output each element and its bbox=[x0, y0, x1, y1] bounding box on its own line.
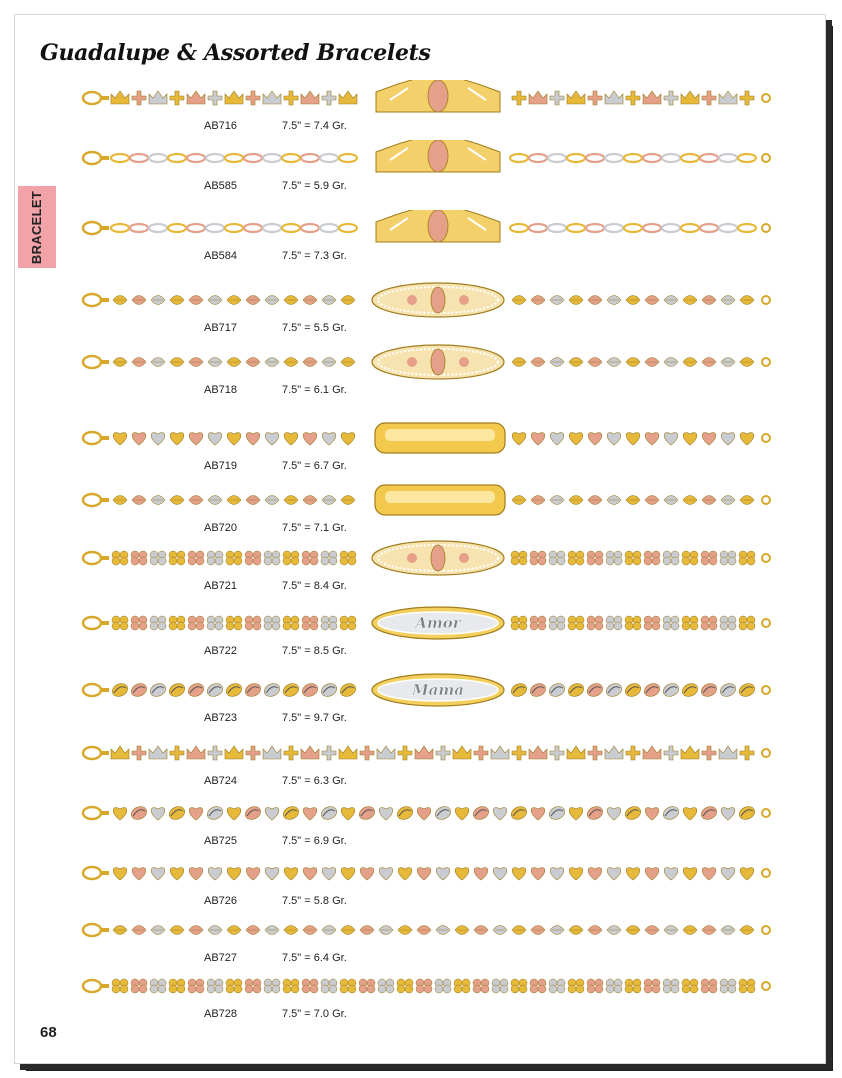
chain-links bbox=[113, 804, 757, 822]
centre-plate bbox=[372, 283, 504, 317]
end-ring bbox=[762, 869, 770, 877]
lobster-clasp bbox=[83, 92, 109, 104]
bracelet-item-ab721 bbox=[0, 540, 842, 596]
lobster-clasp bbox=[83, 807, 109, 819]
centre-plate bbox=[375, 485, 505, 515]
end-ring bbox=[762, 434, 770, 442]
bracelet-image bbox=[0, 735, 842, 771]
bracelet-image bbox=[0, 912, 842, 948]
bracelet-item-ab726 bbox=[0, 855, 842, 911]
item-weight: 7.5" = 6.9 Gr. bbox=[282, 835, 347, 847]
item-weight: 7.5" = 8.5 Gr. bbox=[282, 645, 347, 657]
lobster-clasp bbox=[83, 684, 109, 696]
item-weight: 7.5" = 7.0 Gr. bbox=[282, 1008, 347, 1020]
item-code: AB716 bbox=[204, 120, 238, 132]
centre-plate bbox=[375, 423, 505, 453]
section-tab-label: BRACELET bbox=[29, 190, 45, 264]
chain-links bbox=[113, 926, 754, 935]
item-code: AB728 bbox=[204, 1008, 238, 1020]
lobster-clasp bbox=[83, 494, 109, 506]
end-ring bbox=[762, 296, 770, 304]
bracelet-image bbox=[0, 540, 842, 576]
bracelet-image bbox=[0, 482, 842, 518]
lobster-clasp bbox=[83, 294, 109, 306]
bracelet-image bbox=[0, 282, 842, 318]
lobster-clasp bbox=[83, 356, 109, 368]
bracelet-image bbox=[0, 672, 842, 708]
bracelet-image bbox=[0, 80, 842, 116]
item-code: AB725 bbox=[204, 835, 238, 847]
page-title: Guadalupe & Assorted Bracelets bbox=[40, 40, 431, 66]
end-ring bbox=[762, 619, 770, 627]
lobster-clasp bbox=[83, 747, 109, 759]
item-weight: 7.5" = 6.4 Gr. bbox=[282, 952, 347, 964]
lobster-clasp bbox=[83, 867, 109, 879]
item-code: AB724 bbox=[204, 775, 238, 787]
bracelet-item-ab724 bbox=[0, 735, 842, 791]
plate-engraving: Amor bbox=[415, 614, 461, 632]
bracelet-image bbox=[0, 795, 842, 831]
item-weight: 7.5" = 7.4 Gr. bbox=[282, 120, 347, 132]
bracelet-item-ab727 bbox=[0, 912, 842, 968]
end-ring bbox=[762, 686, 770, 694]
end-ring bbox=[762, 154, 770, 162]
bracelet-image bbox=[0, 140, 842, 176]
bracelet-image bbox=[0, 605, 842, 641]
centre-plate bbox=[376, 80, 500, 112]
item-code: AB719 bbox=[204, 460, 238, 472]
item-weight: 7.5" = 8.4 Gr. bbox=[282, 580, 347, 592]
page-number: 68 bbox=[40, 1024, 57, 1041]
bracelet-item-ab728 bbox=[0, 968, 842, 1024]
bracelet-item-ab584 bbox=[0, 210, 842, 266]
centre-plate bbox=[372, 607, 504, 639]
bracelet-item-ab723 bbox=[0, 672, 842, 728]
plate-engraving: Mama bbox=[412, 681, 464, 699]
item-weight: 7.5" = 6.1 Gr. bbox=[282, 384, 347, 396]
end-ring bbox=[762, 496, 770, 504]
lobster-clasp bbox=[83, 924, 109, 936]
bracelet-item-ab716 bbox=[0, 80, 842, 136]
item-code: AB726 bbox=[204, 895, 238, 907]
lobster-clasp bbox=[83, 617, 109, 629]
lobster-clasp bbox=[83, 432, 109, 444]
end-ring bbox=[762, 94, 770, 102]
item-weight: 7.5" = 6.3 Gr. bbox=[282, 775, 347, 787]
end-ring bbox=[762, 224, 770, 232]
end-ring bbox=[762, 982, 770, 990]
centre-plate bbox=[372, 541, 504, 575]
item-weight: 7.5" = 5.8 Gr. bbox=[282, 895, 347, 907]
lobster-clasp bbox=[83, 152, 109, 164]
item-code: AB585 bbox=[204, 180, 238, 192]
item-weight: 7.5" = 5.5 Gr. bbox=[282, 322, 347, 334]
bracelet-image bbox=[0, 344, 842, 380]
end-ring bbox=[762, 554, 770, 562]
bracelet-image bbox=[0, 855, 842, 891]
bracelet-image bbox=[0, 210, 842, 246]
chain-links bbox=[111, 746, 754, 760]
bracelet-item-ab720 bbox=[0, 482, 842, 538]
centre-plate bbox=[376, 140, 500, 172]
chain-links bbox=[112, 979, 755, 993]
bracelet-image bbox=[0, 420, 842, 456]
item-code: AB717 bbox=[204, 322, 238, 334]
item-weight: 7.5" = 6.7 Gr. bbox=[282, 460, 347, 472]
item-code: AB721 bbox=[204, 580, 238, 592]
item-code: AB720 bbox=[204, 522, 238, 534]
item-code: AB723 bbox=[204, 712, 238, 724]
bracelet-item-ab718 bbox=[0, 344, 842, 400]
end-ring bbox=[762, 358, 770, 366]
item-code: AB718 bbox=[204, 384, 238, 396]
bracelet-item-ab722 bbox=[0, 605, 842, 661]
centre-plate bbox=[372, 674, 504, 706]
centre-plate bbox=[372, 345, 504, 379]
item-weight: 7.5" = 7.3 Gr. bbox=[282, 250, 347, 262]
end-ring bbox=[762, 749, 770, 757]
bracelet-item-ab725 bbox=[0, 795, 842, 851]
lobster-clasp bbox=[83, 980, 109, 992]
bracelet-image bbox=[0, 968, 842, 1004]
end-ring bbox=[762, 809, 770, 817]
item-weight: 7.5" = 9.7 Gr. bbox=[282, 712, 347, 724]
item-code: AB722 bbox=[204, 645, 238, 657]
bracelet-item-ab719 bbox=[0, 420, 842, 476]
bracelet-item-ab585 bbox=[0, 140, 842, 196]
item-code: AB584 bbox=[204, 250, 238, 262]
bracelet-item-ab717 bbox=[0, 282, 842, 338]
centre-plate bbox=[376, 210, 500, 242]
item-code: AB727 bbox=[204, 952, 238, 964]
item-weight: 7.5" = 5.9 Gr. bbox=[282, 180, 347, 192]
end-ring bbox=[762, 926, 770, 934]
lobster-clasp bbox=[83, 222, 109, 234]
chain-links bbox=[113, 868, 754, 880]
item-weight: 7.5" = 7.1 Gr. bbox=[282, 522, 347, 534]
lobster-clasp bbox=[83, 552, 109, 564]
